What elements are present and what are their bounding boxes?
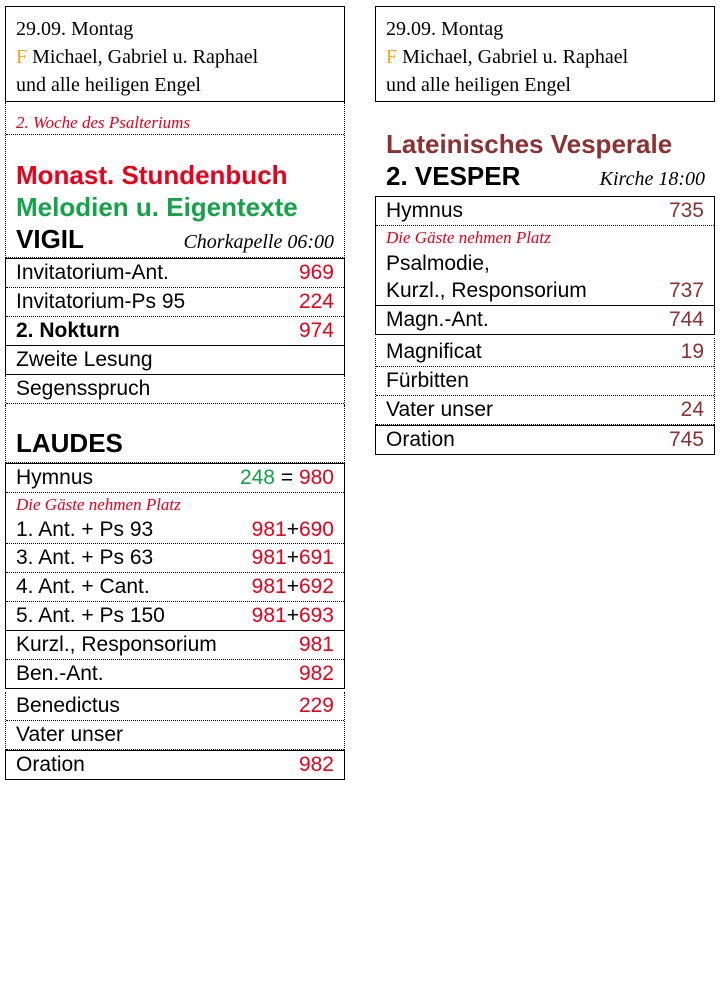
plus-sign: +: [286, 604, 299, 627]
item-label: Vater unser: [16, 723, 123, 746]
item-label: Oration: [16, 753, 85, 776]
plus-sign: +: [286, 546, 299, 569]
vesper-list: [375, 196, 715, 335]
page-number: 980: [298, 466, 334, 489]
vigil-title-row: [16, 223, 334, 255]
kurzlesung-row: [376, 277, 714, 306]
item-label: Magn.-Ant.: [386, 308, 489, 331]
vigil-place: Chorkapelle 06:00: [183, 231, 334, 253]
item-label: Hymnus: [386, 199, 464, 222]
item-label: Kurzl., Responsorium: [16, 633, 217, 656]
vigil-item: [6, 317, 344, 346]
page-number: 744: [668, 308, 704, 331]
item-label: Ben.-Ant.: [16, 662, 104, 685]
page-number: 982: [298, 753, 334, 776]
oration-row: [6, 751, 344, 779]
psalmodie-row: [376, 250, 714, 277]
psalter-week-note: 2. Woche des Psalteriums: [16, 113, 191, 132]
hymn-pages: [240, 464, 334, 492]
page-number: 19: [680, 340, 704, 363]
date-header-box: [375, 6, 715, 102]
equals-sign: =: [280, 466, 294, 489]
feast-rank-mark: F: [386, 46, 398, 68]
item-label: Invitatorium-Ant.: [16, 261, 169, 284]
item-label: 3. Ant. + Ps 63: [16, 546, 154, 569]
antiphon-row: [6, 517, 344, 544]
feast-line-2: und alle heiligen Engel: [386, 74, 571, 96]
antiphon-pages: [252, 517, 334, 543]
antiphon-pages: [252, 602, 334, 630]
page-number: 737: [668, 279, 704, 302]
vesper-closing-list: [375, 338, 715, 425]
oration-box: [5, 750, 345, 780]
page-number: 224: [298, 290, 334, 313]
feast-line-2: und alle heiligen Engel: [16, 74, 201, 96]
feast-line: [386, 43, 704, 71]
page-number: 24: [680, 398, 704, 421]
segensspruch-row: [6, 375, 344, 404]
oration-box: [375, 425, 715, 455]
vigil-header-block: [5, 102, 345, 258]
item-label: Hymnus: [16, 466, 94, 489]
page-number: 981: [251, 604, 287, 627]
item-label: Psalmodie,: [386, 252, 490, 275]
vater-unser-row: [376, 396, 714, 425]
page-number: 745: [668, 428, 704, 451]
book-title: Lateinisches Vesperale: [386, 129, 673, 159]
vater-unser-row: [6, 721, 344, 750]
benedictus-antiphon-row: [6, 660, 344, 688]
date-header-box: [5, 6, 345, 102]
vesper-title: 2. VESPER: [386, 161, 521, 191]
left-column: [5, 6, 345, 780]
page-number: 981: [251, 575, 287, 598]
vigil-item: [6, 288, 344, 317]
vesper-place: Kirche 18:00: [599, 168, 705, 190]
date-line: 29.09. Montag: [386, 18, 504, 40]
laudes-header-block: [5, 405, 345, 463]
page-number: 981: [251, 518, 287, 541]
item-label: Benedictus: [16, 694, 120, 717]
feast-rank-mark: F: [16, 46, 28, 68]
item-label: Fürbitten: [386, 369, 469, 392]
vigil-item: [6, 258, 344, 288]
magnificat-antiphon-row: [376, 306, 714, 334]
antiphon-row: [6, 602, 344, 631]
feast-line: [16, 43, 334, 71]
laudes-list: [5, 463, 345, 689]
magnificat-row: [376, 338, 714, 367]
item-label: Zweite Lesung: [16, 348, 153, 371]
page-number: 982: [298, 662, 334, 685]
page-number-green: 248: [239, 466, 275, 489]
vigil-title: VIGIL: [16, 224, 84, 254]
page-number: 969: [298, 261, 334, 284]
plus-sign: +: [286, 518, 299, 541]
vesper-title-row: [386, 160, 705, 192]
date-line: 29.09. Montag: [16, 18, 134, 40]
page-number: 691: [298, 546, 334, 569]
segensspruch-box: [5, 375, 345, 405]
feast-name: Michael, Gabriel u. Raphael: [32, 46, 259, 68]
antiphon-row: [6, 544, 344, 573]
page-number: 981: [298, 633, 334, 656]
page-number: 735: [668, 199, 704, 222]
vigil-list: [5, 258, 345, 375]
hymn-row: [376, 197, 714, 226]
plus-sign: +: [286, 575, 299, 598]
antiphon-pages: [252, 573, 334, 601]
page-number: 229: [298, 694, 334, 717]
page-number: 690: [298, 518, 334, 541]
item-label: Kurzl., Responsorium: [386, 279, 587, 302]
kurzlesung-row: [6, 631, 344, 660]
vesper-header-block: [375, 102, 715, 196]
fuerbitten-row: [376, 367, 714, 396]
book-subtitle: Melodien u. Eigentexte: [16, 192, 298, 222]
item-label: 2. Nokturn: [16, 319, 120, 342]
oration-row: [376, 426, 714, 454]
antiphon-pages: [252, 544, 334, 572]
item-label: Oration: [386, 428, 455, 451]
feast-name: Michael, Gabriel u. Raphael: [402, 46, 629, 68]
page-number: 693: [298, 604, 334, 627]
item-label: 1. Ant. + Ps 93: [16, 518, 154, 541]
right-column: [375, 6, 715, 455]
laudes-title: LAUDES: [16, 428, 123, 458]
laudes-closing-list: [5, 692, 345, 750]
item-label: Magnificat: [386, 340, 482, 363]
page-number: 692: [298, 575, 334, 598]
page-number: 974: [298, 319, 334, 342]
guests-note: Die Gäste nehmen Platz: [386, 228, 551, 247]
hymn-row: [6, 464, 344, 493]
guests-note: Die Gäste nehmen Platz: [16, 495, 181, 514]
antiphon-row: [6, 573, 344, 602]
item-label: Invitatorium-Ps 95: [16, 290, 186, 313]
item-label: 4. Ant. + Cant.: [16, 575, 150, 598]
item-label: Segensspruch: [16, 377, 151, 400]
benedictus-row: [6, 692, 344, 721]
book-title: Monast. Stundenbuch: [16, 160, 288, 190]
vigil-item: [6, 346, 344, 374]
page-number: 981: [251, 546, 287, 569]
item-label: Vater unser: [386, 398, 493, 421]
item-label: 5. Ant. + Ps 150: [16, 604, 165, 627]
